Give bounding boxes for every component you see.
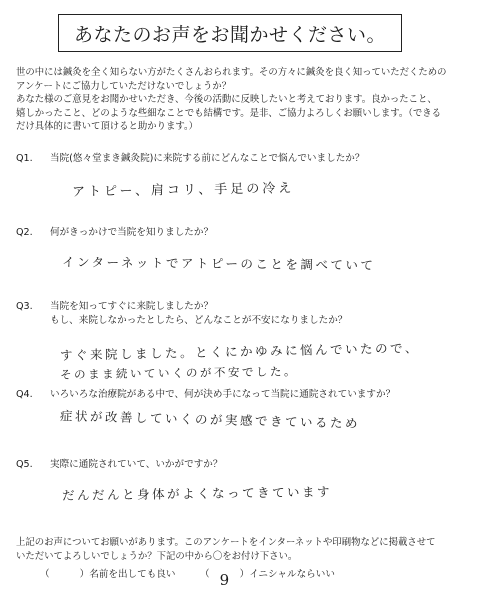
page-title-text: あなたのお声をお聞かせください。: [73, 23, 386, 46]
question-number: Q2.: [16, 227, 33, 238]
intro-line: アンケートにご協力していただけないでしょうか？: [16, 80, 232, 92]
footer-line: いただいてよろしいでしょうか？下記の中から〇をお付け下さい。: [16, 550, 298, 562]
choice-label: 名前を出しても良い: [89, 569, 176, 580]
answer-3-handwritten-line-1: すぐ来院しました。とくにかゆみに悩んでいたので、: [59, 340, 420, 363]
footer-line: 上記のお声についてお願いがあります。このアンケートをインターネットや印刷物などに掲載させて: [16, 537, 436, 548]
intro-line: 嬉しかったこと、どのような些細なことでも結構です。是非、ご協力よろしくお願いします。（できる: [16, 107, 442, 119]
choice-paren-open: （: [40, 569, 50, 580]
question-4: [16, 388, 482, 402]
question-1: [16, 152, 482, 166]
question-number: Q5.: [16, 459, 33, 470]
question-text: いろいろな治療院がある中で、何が決め手になって当院に通院されていますか？: [50, 389, 396, 400]
question-5: [16, 458, 482, 472]
intro-line: あなた様のご意見をお聞かせいただき、今後の活動に反映したいと考えております。良かったこと、: [16, 94, 437, 106]
intro-line: だけ具体的に書いて頂けると助かります。）: [16, 121, 199, 133]
consent-choices: [40, 566, 480, 589]
choice-label: イニシャルならいい: [249, 569, 335, 580]
answer-1-handwritten: アトピー、肩コリ、手足の冷え: [71, 181, 295, 200]
intro-text: [16, 66, 482, 134]
choice-name-ok[interactable]: [40, 566, 176, 580]
answer-3-handwritten-line-2: そのまま続いていくのが不安でした。: [59, 364, 299, 382]
question-text: 何がきっかけで当院を知りましたか？: [50, 227, 214, 238]
answer-2-handwritten: インターネットでアトピーのことを調べていて: [61, 254, 376, 273]
consent-request: [16, 536, 482, 563]
question-text: 当院(悠々堂まき鍼灸院)に来院する前にどんなことで悩んでいましたか？: [50, 153, 365, 164]
answer-4-handwritten: 症状が改善していくのが実感できているため: [59, 408, 361, 431]
page-title: [58, 14, 402, 52]
choice-paren-close: ）: [239, 569, 250, 580]
choice-paren-close: ）: [79, 569, 90, 580]
question-number: Q3.: [16, 301, 33, 312]
choice-mark: 9: [219, 571, 230, 589]
intro-line: 世の中には鍼灸を全く知らない方がたくさんおられます。その方々に鍼灸を良く知っていただくための: [16, 67, 447, 78]
question-text: 実際に通院されていて、いかがですか？: [50, 459, 223, 470]
choice-paren-open: （: [200, 569, 210, 580]
question-number: Q1.: [16, 153, 33, 164]
answer-5-handwritten: だんだんと身体がよくなってきています: [61, 484, 333, 503]
question-number: Q4.: [16, 389, 33, 400]
question-2: [16, 226, 482, 240]
question-text: 当院を知ってすぐに来院しましたか？: [50, 301, 214, 312]
question-3: [16, 300, 482, 328]
choice-initials-ok[interactable]: [200, 566, 335, 589]
question-text: もし、来院しなかったとしたら、どんなことが不安になりましたか？: [50, 315, 348, 326]
